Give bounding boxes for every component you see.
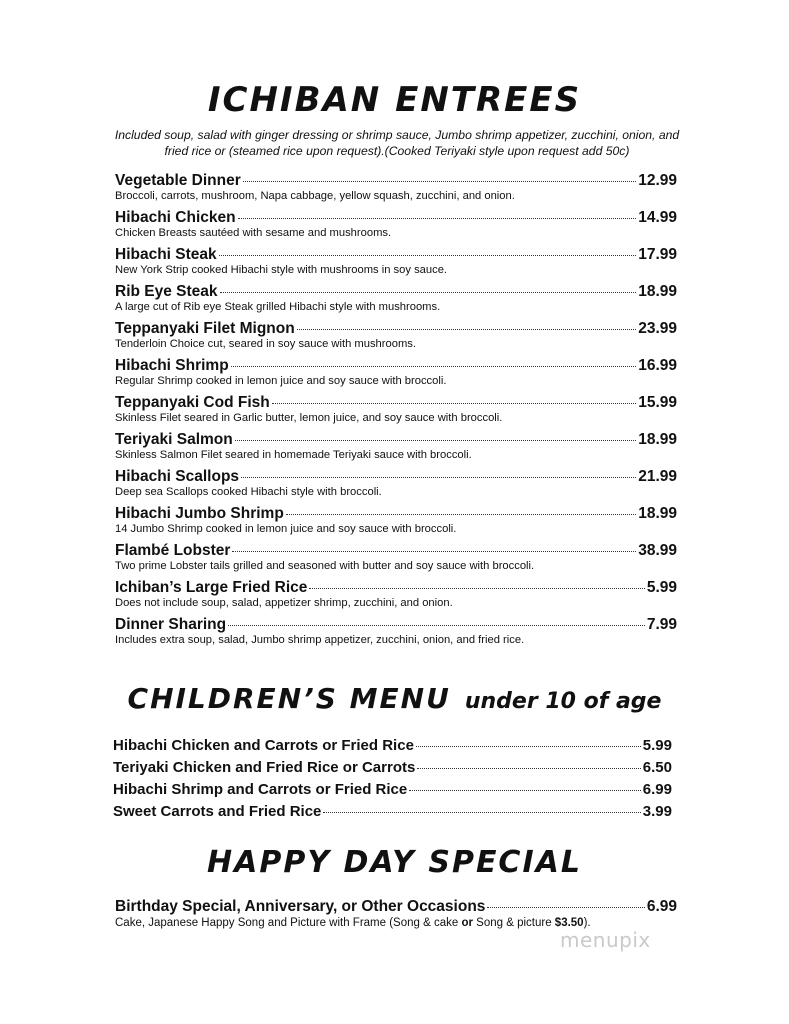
entree-desc: Deep sea Scallops cooked Hibachi style with broccoli. [115, 486, 382, 498]
menupix-watermark: menupix [560, 928, 651, 952]
entree-name: Hibachi Shrimp [115, 357, 229, 374]
children-item-name: Hibachi Chicken and Carrots or Fried Rice [113, 737, 414, 754]
entree-desc: Includes extra soup, salad, Jumbo shrimp appetizer, zucchini, onion, and fried rice. [115, 634, 525, 646]
entree-item [115, 209, 677, 240]
dot-leader [309, 588, 644, 589]
entree-desc: Skinless Filet seared in Garlic butter, lemon juice, and soy sauce with broccoli. [115, 412, 503, 424]
dot-leader [232, 551, 636, 552]
entree-desc: Regular Shrimp cooked in lemon juice and soy sauce with broccoli. [115, 375, 447, 387]
children-item-price: 6.99 [642, 781, 672, 798]
dot-leader [409, 790, 641, 791]
entree-name: Teriyaki Salmon [115, 431, 233, 448]
entree-item [115, 616, 677, 647]
dot-leader [416, 746, 641, 747]
entree-price: 14.99 [638, 209, 677, 226]
entree-desc: Skinless Salmon Filet seared in homemade Teriyaki sauce with broccoli. [115, 449, 472, 461]
children-title [0, 682, 789, 715]
children-age-note: under 10 of age [464, 689, 662, 714]
entree-desc: New York Strip cooked Hibachi style with mushrooms in soy sauce. [115, 264, 448, 276]
children-item [113, 803, 672, 820]
entree-price: 38.99 [638, 542, 677, 559]
dot-leader [228, 625, 645, 626]
entree-price: 16.99 [638, 357, 677, 374]
entree-item [115, 579, 677, 610]
dot-leader [243, 181, 636, 182]
entree-price: 21.99 [638, 468, 677, 485]
entree-price: 18.99 [638, 431, 677, 448]
children-item-price: 3.99 [642, 803, 672, 820]
dot-leader [417, 768, 640, 769]
entree-item [115, 320, 677, 351]
dot-leader [231, 366, 637, 367]
entree-name: Ichiban’s Large Fried Rice [115, 579, 308, 596]
entree-price: 18.99 [638, 505, 677, 522]
children-item [113, 781, 672, 798]
entree-price: 15.99 [638, 394, 677, 411]
dot-leader [238, 218, 637, 219]
happy-day-item-desc: Cake, Japanese Happy Song and Picture with Frame (Song & cake or Song & picture $3.50). [115, 917, 591, 929]
entree-name: Hibachi Jumbo Shrimp [115, 505, 284, 522]
children-item [113, 737, 672, 754]
dot-leader [272, 403, 636, 404]
dot-leader [323, 812, 640, 813]
children-item-name: Sweet Carrots and Fried Rice [113, 803, 322, 820]
children-item-price: 5.99 [642, 737, 672, 754]
entree-item [115, 431, 677, 462]
entree-item [115, 283, 677, 314]
happy-day-title: HAPPY DAY SPECIAL [207, 845, 582, 880]
children-item-name: Teriyaki Chicken and Fried Rice or Carrots [113, 759, 416, 776]
entree-item [115, 246, 677, 277]
entree-desc: Broccoli, carrots, mushroom, Napa cabbage, yellow squash, zucchini, and onion. [115, 190, 515, 202]
dot-leader [241, 477, 636, 478]
entree-name: Hibachi Steak [115, 246, 217, 263]
entree-price: 5.99 [646, 579, 677, 596]
happy-day-item-name: Birthday Special, Anniversary, or Other Occasions [115, 898, 486, 915]
entree-item [115, 542, 677, 573]
dot-leader [220, 292, 637, 293]
entree-price: 18.99 [638, 283, 677, 300]
dot-leader [487, 907, 644, 908]
entrees-title: ICHIBAN ENTREES [207, 80, 582, 120]
children-item-name: Hibachi Shrimp and Carrots or Fried Rice [113, 781, 408, 798]
entree-price: 7.99 [646, 616, 677, 633]
entree-price: 23.99 [638, 320, 677, 337]
entree-desc: Does not include soup, salad, appetizer shrimp, zucchini, and onion. [115, 597, 453, 609]
entree-name: Hibachi Chicken [115, 209, 236, 226]
entree-desc: Tenderloin Choice cut, seared in soy sauce with mushrooms. [115, 338, 416, 350]
entree-item [115, 172, 677, 203]
dot-leader [219, 255, 637, 256]
children-item-price: 6.50 [642, 759, 672, 776]
entrees-intro: Included soup, salad with ginger dressing or shrimp sauce, Jumbo shrimp appetizer, zucchini, onion, and fried rice or (steamed rice upon request).(Cooked Teriyaki style upon request add 50c) [114, 128, 680, 158]
entree-price: 12.99 [638, 172, 677, 189]
entree-item [115, 505, 677, 536]
entree-name: Rib Eye Steak [115, 283, 218, 300]
children-item [113, 759, 672, 776]
happy-day-item [115, 898, 677, 930]
dot-leader [235, 440, 636, 441]
entree-name: Teppanyaki Filet Mignon [115, 320, 295, 337]
entree-name: Teppanyaki Cod Fish [115, 394, 270, 411]
dot-leader [286, 514, 636, 515]
entree-item [115, 394, 677, 425]
entree-desc: Two prime Lobster tails grilled and seasoned with butter and soy sauce with broccoli. [115, 560, 535, 572]
entree-name: Flambé Lobster [115, 542, 231, 559]
entree-desc: 14 Jumbo Shrimp cooked in lemon juice and soy sauce with broccoli. [115, 523, 457, 535]
entree-price: 17.99 [638, 246, 677, 263]
entree-item [115, 357, 677, 388]
entree-desc: Chicken Breasts sautéed with sesame and mushrooms. [115, 227, 392, 239]
happy-day-item-price: 6.99 [646, 898, 677, 915]
entree-desc: A large cut of Rib eye Steak grilled Hibachi style with mushrooms. [115, 301, 441, 313]
entree-name: Dinner Sharing [115, 616, 227, 633]
children-title-text: CHILDREN’S MENU [127, 682, 451, 715]
entree-item [115, 468, 677, 499]
dot-leader [297, 329, 637, 330]
entree-name: Vegetable Dinner [115, 172, 241, 189]
entree-name: Hibachi Scallops [115, 468, 240, 485]
